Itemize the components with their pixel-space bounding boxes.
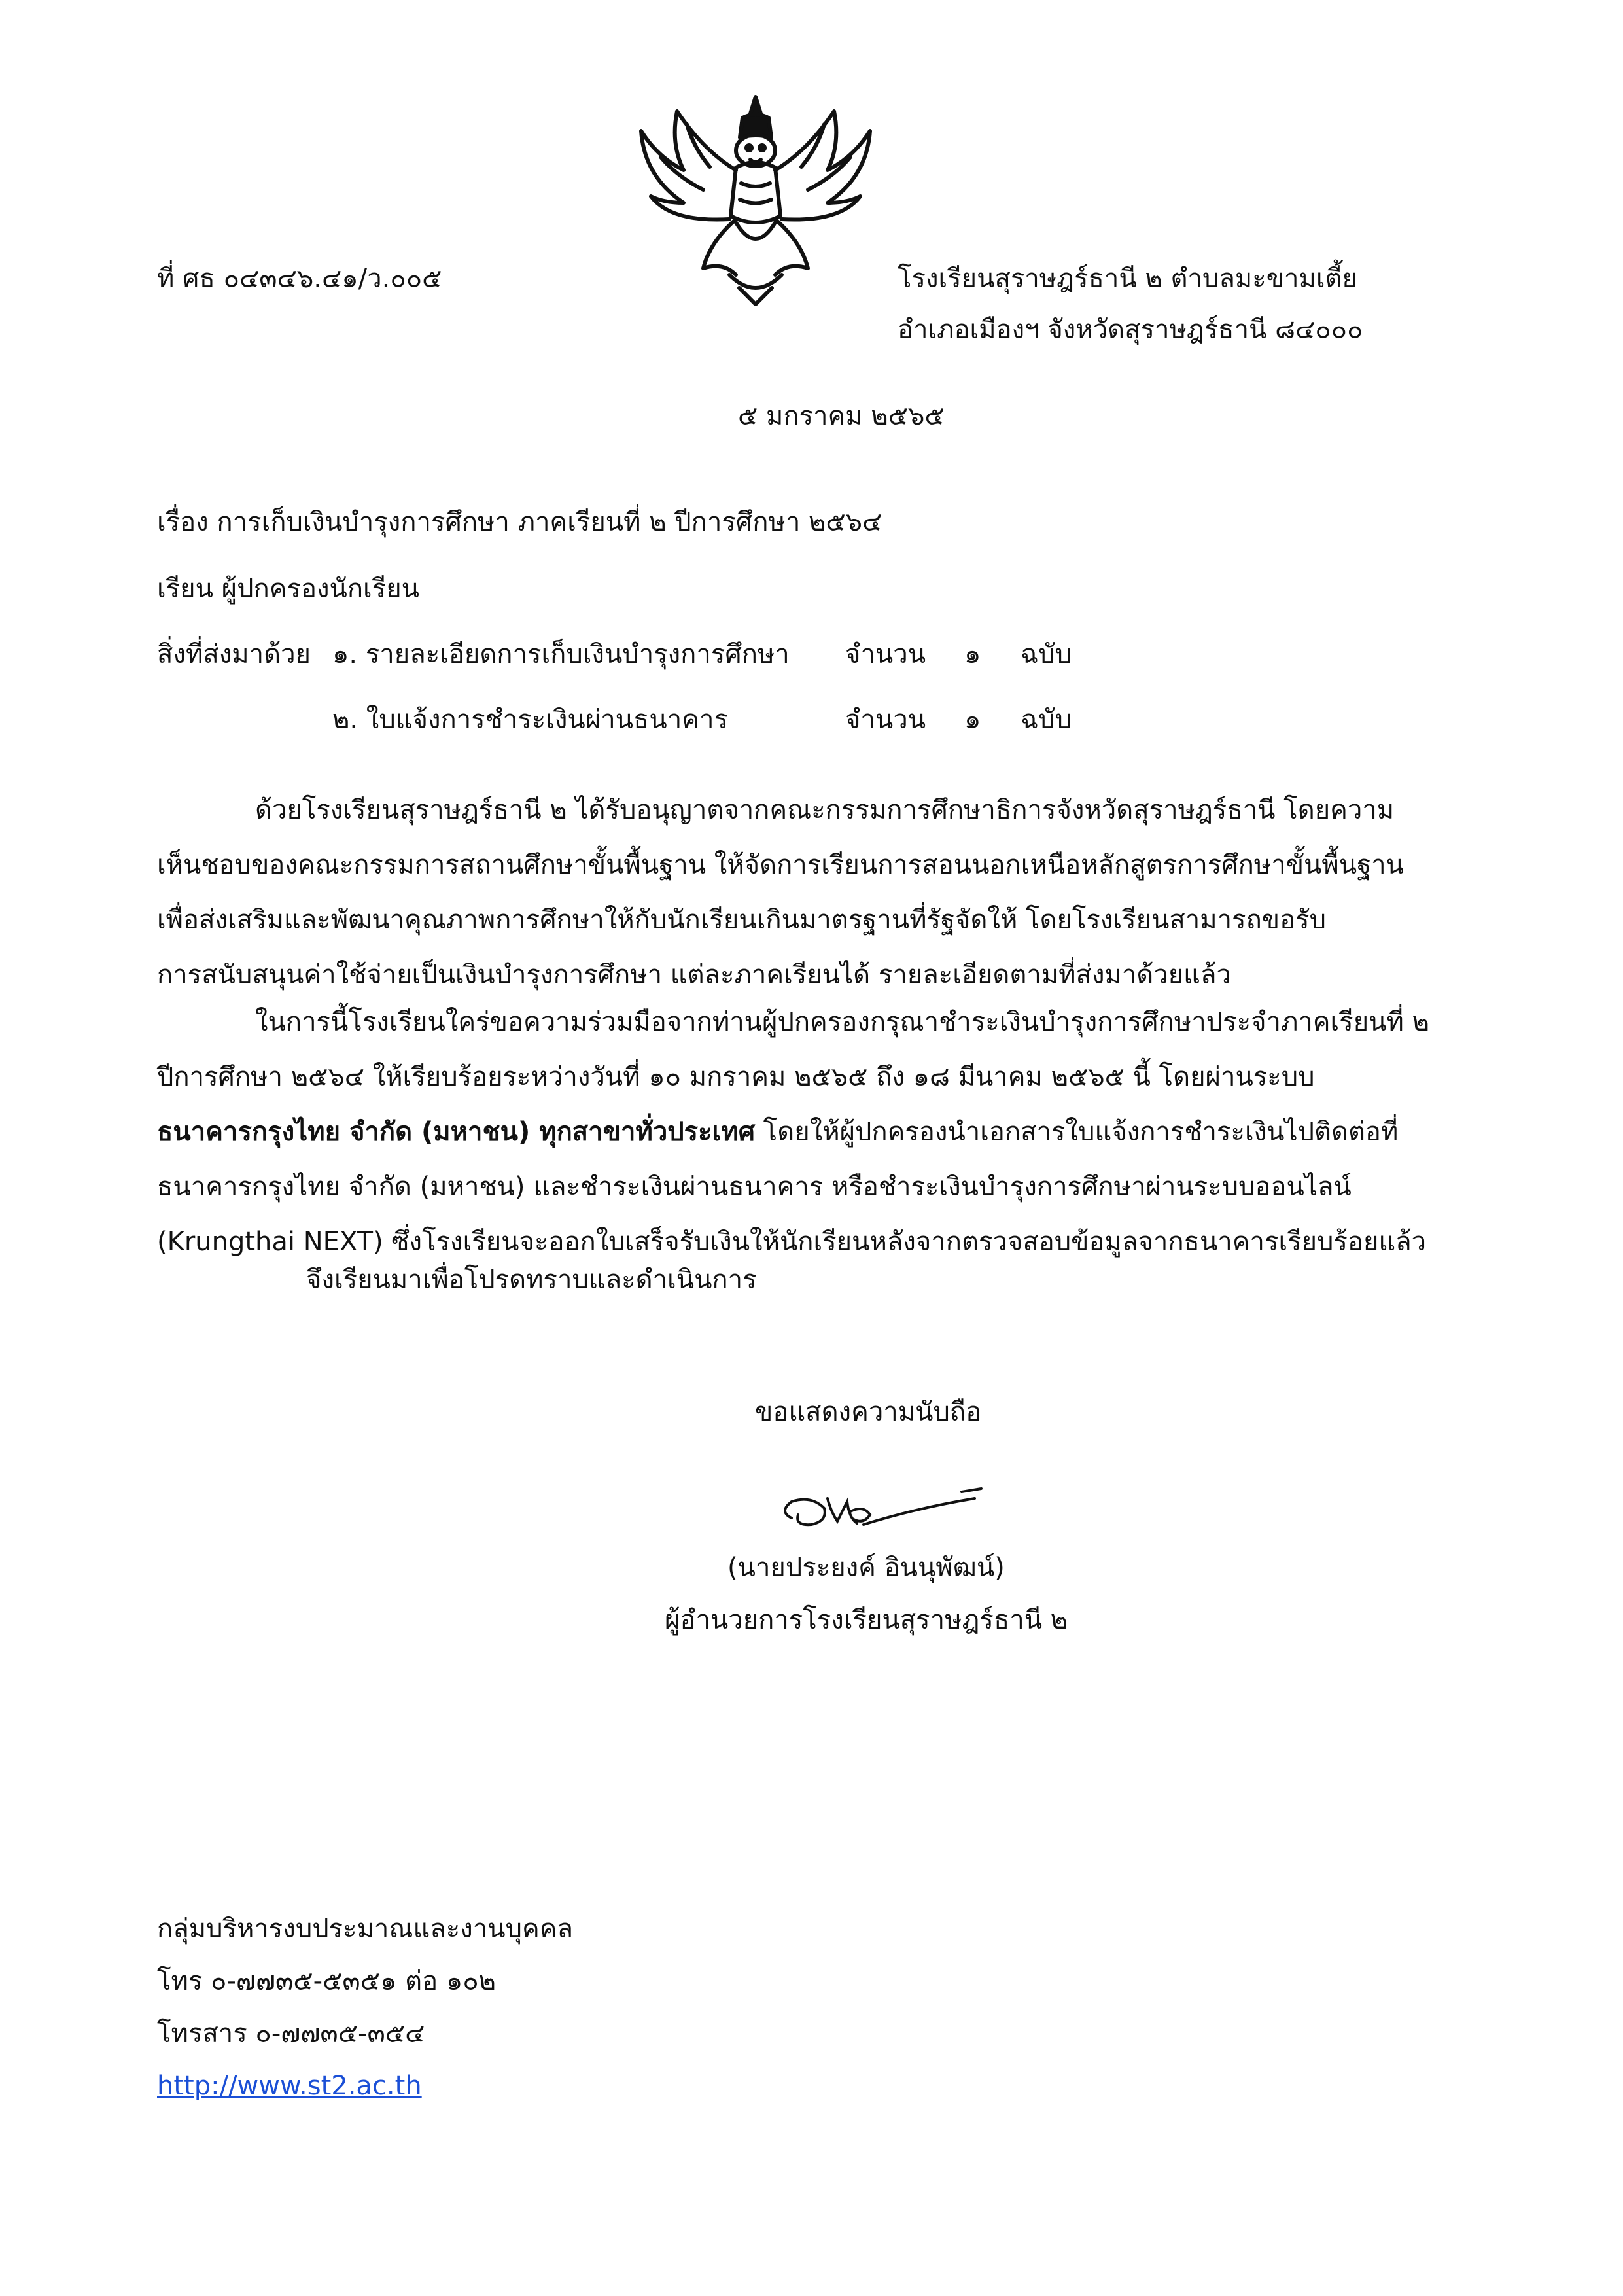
enclosure-item-1: ๑. รายละเอียดการเก็บเงินบำรุงการศึกษา — [332, 639, 790, 669]
enclosure-item-2: ๒. ใบแจ้งการชำระเงินผ่านธนาคาร — [332, 705, 728, 735]
paragraph-2-line — [157, 1104, 1465, 1159]
letter-subject: เรื่อง การเก็บเงินบำรุงการศึกษา ภาคเรียนที่ ๒ ปีการศึกษา ๒๕๖๔ — [157, 507, 882, 537]
paragraph-2-line: ในการนี้โรงเรียนใคร่ขอความร่วมมือจากท่านผู้ปกครองกรุณาชำระเงินบำรุงการศึกษาประจำภาคเรียนที่ ๒ — [255, 1007, 1429, 1037]
signature-icon — [765, 1472, 1001, 1551]
enclosure-item-1-qty: ๑ — [964, 639, 981, 669]
paragraph-1-line: ด้วยโรงเรียนสุราษฎร์ธานี ๒ ได้รับอนุญาตจากคณะกรรมการศึกษาธิการจังหวัดสุราษฎร์ธานี โดยความ — [255, 795, 1395, 825]
school-address-line1: โรงเรียนสุราษฎร์ธานี ๒ ตำบลมะขามเตี้ย — [898, 264, 1357, 294]
body-paragraph-2 — [157, 995, 1465, 1269]
letter-recipient: เรียน ผู้ปกครองนักเรียน — [157, 574, 419, 604]
footer-fax: โทรสาร ๐-๗๗๓๕-๓๕๔ — [157, 2019, 425, 2049]
school-address-line2: อำเภอเมืองฯ จังหวัดสุราษฎร์ธานี ๘๔๐๐๐ — [898, 315, 1363, 345]
garuda-emblem-icon — [631, 92, 880, 308]
footer-phone: โทร ๐-๗๗๓๕-๕๓๕๑ ต่อ ๑๐๒ — [157, 1966, 496, 1996]
enclosure-item-1-unit: ฉบับ — [1021, 639, 1072, 669]
reference-number: ที่ ศธ ๐๔๓๔๖.๔๑/ว.๐๐๕ — [157, 264, 442, 294]
paragraph-1-line: เพื่อส่งเสริมและพัฒนาคุณภาพการศึกษาให้กับนักเรียนเกินมาตรฐานที่รัฐจัดให้ โดยโรงเรียนสามารถขอรับ — [157, 905, 1327, 935]
footer-department: กลุ่มบริหารงบประมาณและงานบุคคล — [157, 1914, 574, 1944]
paragraph-2-line3-rest: โดยให้ผู้ปกครองนำเอกสารใบแจ้งการชำระเงินไปติดต่อที่ — [755, 1117, 1399, 1147]
enclosures-label: สิ่งที่ส่งมาด้วย — [157, 639, 311, 669]
enclosure-item-2-qty: ๑ — [964, 705, 981, 735]
enclosure-item-2-unit: ฉบับ — [1021, 705, 1072, 735]
paragraph-2-line: ปีการศึกษา ๒๕๖๔ ให้เรียบร้อยระหว่างวันที่ ๑๐ มกราคม ๒๕๖๕ ถึง ๑๘ มีนาคม ๒๕๖๕ นี้ โดยผ่านระบบ — [157, 1062, 1315, 1092]
enclosure-item-2-qty-label: จำนวน — [845, 705, 926, 735]
paragraph-2-line: (Krungthai NEXT) ซึ่งโรงเรียนจะออกใบเสร็จรับเงินให้นักเรียนหลังจากตรวจสอบข้อมูลจากธนาคารเรียบร้อยแล้ว — [157, 1227, 1427, 1257]
closing-sentence: จึงเรียนมาเพื่อโปรดทราบและดำเนินการ — [306, 1265, 757, 1295]
signatory-position: ผู้อำนวยการโรงเรียนสุราษฎร์ธานี ๒ — [665, 1605, 1068, 1635]
enclosure-item-1-qty-label: จำนวน — [845, 639, 926, 669]
signatory-name: (นายประยงค์ อินนุพัฒน์) — [727, 1553, 1005, 1583]
regards-text: ขอแสดงความนับถือ — [755, 1397, 982, 1427]
bank-name-bold: ธนาคารกรุงไทย จำกัด (มหาชน) ทุกสาขาทั่วประเทศ — [157, 1117, 756, 1147]
website-link[interactable]: http://www.st2.ac.th — [157, 2071, 422, 2101]
paragraph-1-line: การสนับสนุนค่าใช้จ่ายเป็นเงินบำรุงการศึกษา แต่ละภาคเรียนได้ รายละเอียดตามที่ส่งมาด้วยแล้ว — [157, 960, 1231, 990]
body-paragraph-1 — [157, 783, 1465, 1002]
paragraph-1-line: เห็นชอบของคณะกรรมการสถานศึกษาขั้นพื้นฐาน ให้จัดการเรียนการสอนนอกเหนือหลักสูตรการศึกษาขั้นพื้นฐาน — [157, 850, 1404, 880]
letter-date: ๕ มกราคม ๒๕๖๕ — [738, 401, 945, 431]
paragraph-2-line: ธนาคารกรุงไทย จำกัด (มหาชน) และชำระเงินผ่านธนาคาร หรือชำระเงินบำรุงการศึกษาผ่านระบบออนไลน์ — [157, 1172, 1352, 1202]
